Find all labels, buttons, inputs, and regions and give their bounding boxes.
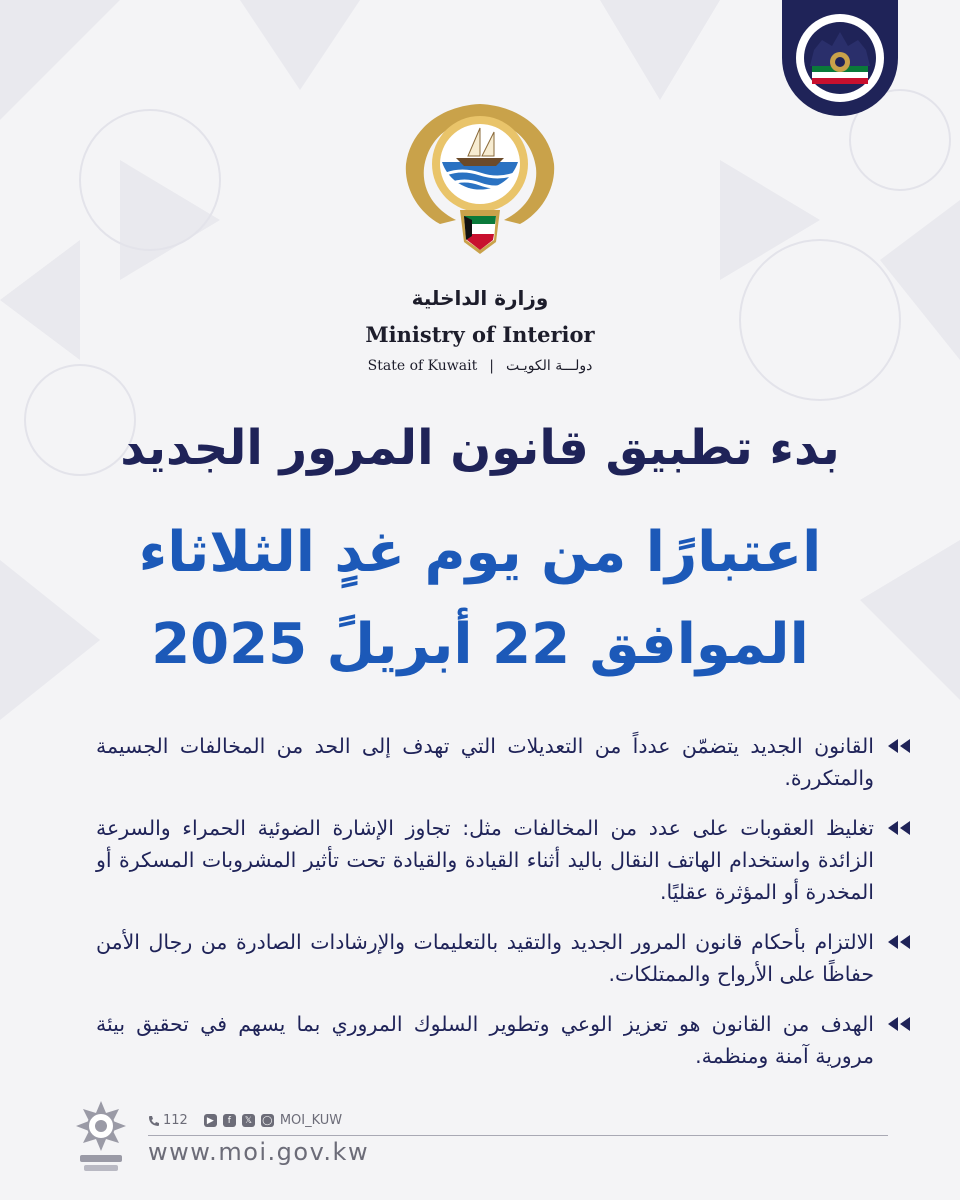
ministry-name-arabic: وزارة الداخلية [411,286,549,310]
youtube-icon[interactable]: ▶ [204,1114,217,1127]
state-name-english: State of Kuwait [367,358,478,374]
bullet-text: تغليظ العقوبات على عدد من المخالفات مثل: تجاوز الإشارة الضوئية الحمراء والسرعة الزائدة واستخدام الهاتف النقال باليد أثناء القيادة والقيادة تحت تأثير المشروبات المسكرة أو المخدرة أو المؤثرة عقليًا. [96,816,874,904]
headline-start-date: اعتبارًا من يوم غدٍ الثلاثاء [138,520,822,585]
list-item [96,812,874,908]
bullet-text: الالتزام بأحكام قانون المرور الجديد والتقيد بالتعليمات والإرشادات الصادرة من رجال الأمن حفاظًا على الأرواح والممتلكات. [96,930,874,986]
list-item [96,926,874,990]
bullet-text: القانون الجديد يتضمّن عدداً من التعديلات التي تهدف إلى الحد من المخالفات الجسيمة والمتكررة. [96,734,874,790]
kuwait-police-seal-icon [70,1095,132,1185]
phone-icon [148,1115,160,1127]
bullet-text: الهدف من القانون هو تعزيز الوعي وتطوير السلوك المروري بما يسهم في تحقيق بيئة مرورية آمنة ومنظمة. [96,1012,874,1068]
bullet-list [96,730,874,1090]
website-link[interactable]: www.moi.gov.kw [148,1138,370,1166]
state-name-arabic: دولـــة الكويـت [505,358,593,374]
chevron-left-icon [884,737,914,755]
ministry-name-english: Ministry of Interior [365,322,595,347]
state-separator: | [489,358,494,374]
state-of-kuwait-emblem-icon [398,92,562,264]
phone-number: 112 [163,1113,188,1128]
chevron-left-icon [884,933,914,951]
facebook-icon[interactable]: f [223,1114,236,1127]
social-handle[interactable]: MOI_KUW [279,1113,343,1128]
chevron-left-icon [884,819,914,837]
moi-public-relations-badge-icon [792,10,888,106]
headline-date: الموافق 22 أبريلً 2025 [151,612,809,677]
chevron-left-icon [884,1015,914,1033]
x-icon[interactable]: 𝕏 [242,1114,255,1127]
state-line [0,358,960,374]
headline-title: بدء تطبيق قانون المرور الجديد [120,420,840,476]
phone-contact[interactable] [148,1113,188,1128]
list-item [96,1008,874,1072]
footer-divider [148,1135,888,1136]
footer-contact [148,1113,342,1128]
instagram-icon[interactable]: ◯ [262,1115,273,1126]
moi-badge [782,0,898,116]
list-item [96,730,874,794]
